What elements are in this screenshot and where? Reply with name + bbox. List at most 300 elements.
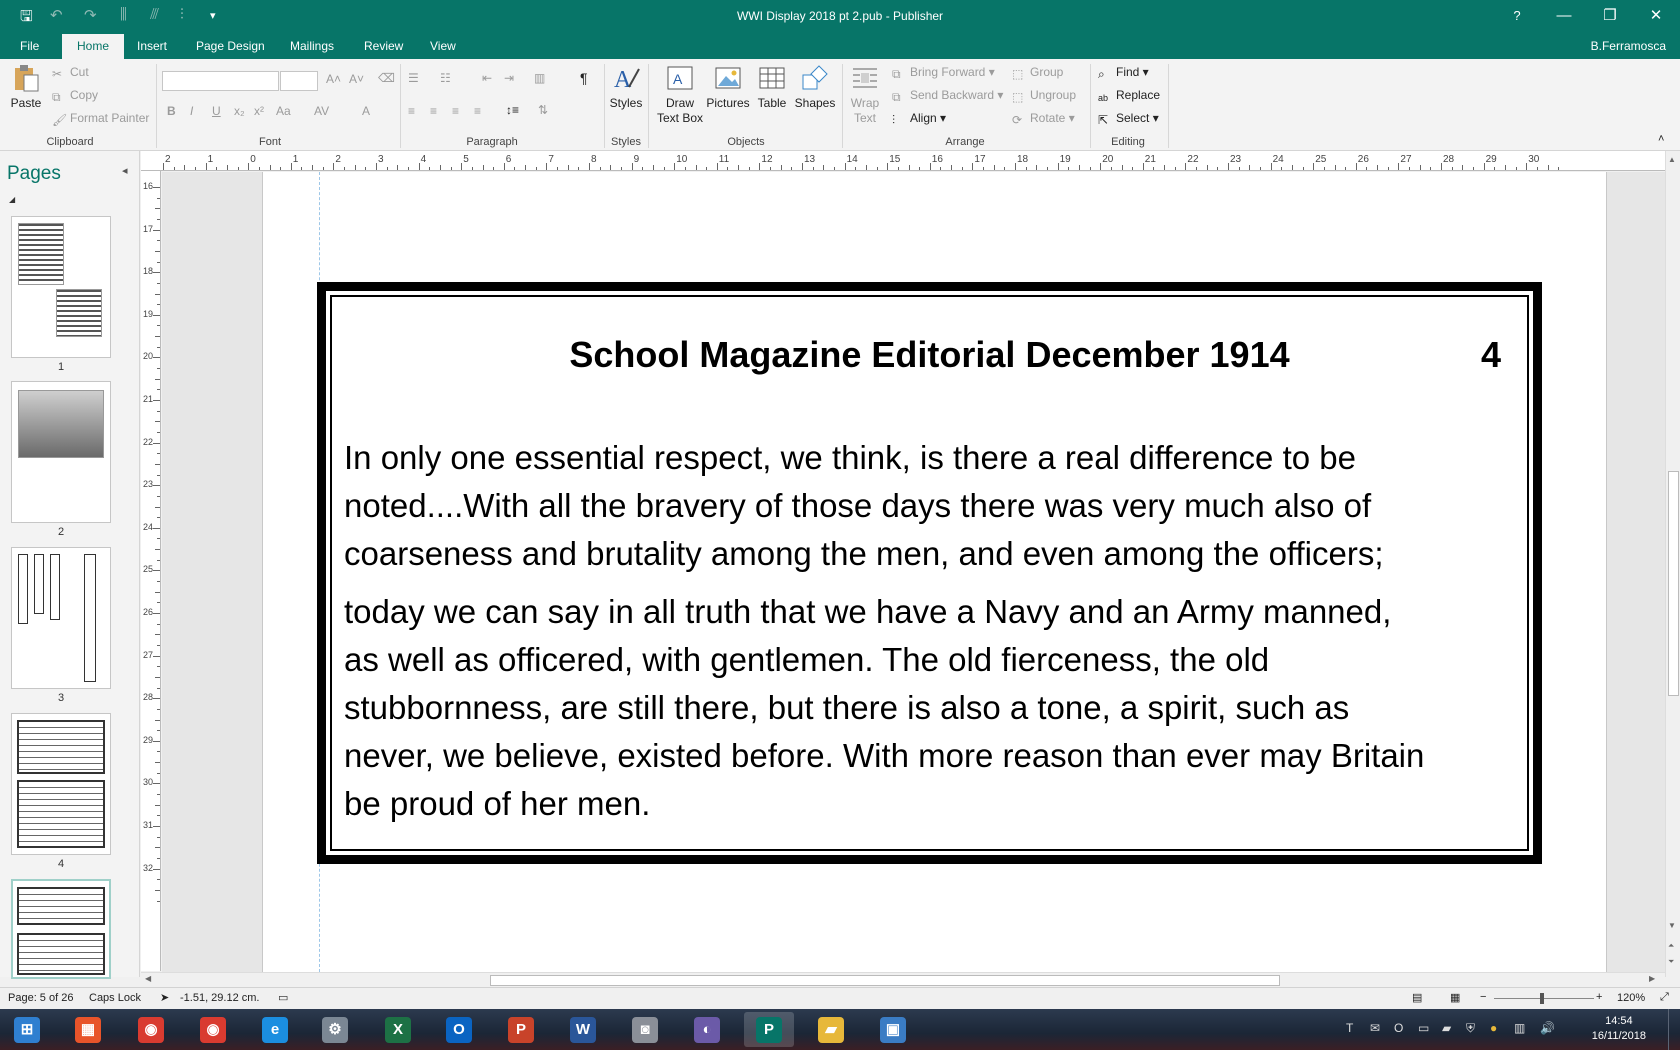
- styles-button[interactable]: [608, 63, 644, 111]
- superscript-button[interactable]: x²: [254, 104, 264, 118]
- svg-text:A: A: [673, 71, 683, 87]
- ruler-tick: [1185, 163, 1186, 170]
- ruler-tick: [1271, 163, 1272, 170]
- paragraph-group-label: Paragraph: [466, 136, 518, 148]
- ruler-tick: [157, 347, 160, 348]
- horizontal-scroll-thumb[interactable]: [490, 975, 1280, 986]
- ruler-tick-label: 27: [1400, 154, 1412, 165]
- format-painter-label: Format Painter: [70, 111, 150, 125]
- scroll-down-icon[interactable]: ▼: [1668, 921, 1676, 930]
- ruler-tick-label: 13: [804, 154, 816, 165]
- pages-pane-title: Pages: [7, 163, 61, 184]
- ruler-tick-label: 7: [548, 154, 554, 165]
- align-icon: ⫶: [892, 113, 896, 127]
- thumbnail-content: [84, 554, 96, 682]
- ruler-tick-label: 19: [1059, 154, 1071, 165]
- customize-toolbar-icon[interactable]: ▾: [210, 10, 216, 22]
- paste-label: Paste: [10, 96, 42, 110]
- text-box-label: Text Box: [656, 111, 704, 125]
- pages-pane: [0, 151, 140, 977]
- ruler-tick: [157, 560, 160, 561]
- ruler-tick: [155, 294, 160, 295]
- desktop-icon: ▣: [880, 1017, 906, 1043]
- two-page-view-icon[interactable]: ▦: [1450, 992, 1461, 1004]
- ruler-tick: [461, 163, 462, 170]
- help-button[interactable]: ?: [1513, 8, 1521, 23]
- show-formatting-button[interactable]: ¶: [580, 70, 588, 86]
- arrange-icon[interactable]: ⫶: [180, 6, 184, 23]
- page-indicator[interactable]: Page: 5 of 26: [8, 992, 74, 1004]
- vertical-scrollbar[interactable]: [1665, 151, 1680, 977]
- ruler-tick: [157, 794, 160, 795]
- tray-shield-icon[interactable]: ⛨: [1466, 1021, 1476, 1035]
- ruler-tick: [1143, 163, 1144, 170]
- ruler-tick: [994, 165, 995, 170]
- page-number-label: 1: [57, 361, 65, 373]
- ruler-tick: [157, 751, 160, 752]
- zoom-in-icon[interactable]: +: [1596, 991, 1603, 1003]
- ungroup-button[interactable]: [1012, 88, 1076, 102]
- taskbar: [0, 1009, 1680, 1050]
- ruler-tick: [153, 656, 160, 657]
- ruler-tick: [157, 517, 160, 518]
- ruler-tick-label: 1: [292, 154, 299, 165]
- tab-review[interactable]: Review: [364, 39, 404, 53]
- ruler-tick-label: 23: [1230, 154, 1242, 165]
- tray-volume-icon[interactable]: 🔊: [1540, 1021, 1555, 1035]
- show-desktop-button[interactable]: [1668, 1009, 1680, 1050]
- wrap-text-button[interactable]: [846, 63, 884, 126]
- zoom-slider-handle[interactable]: [1540, 993, 1544, 1004]
- bring-forward-button[interactable]: ⧉ Bring Forward ▾: [892, 65, 995, 81]
- paragraph-spacing-icon[interactable]: ⇅: [538, 103, 549, 117]
- ruler-tick: [1526, 163, 1527, 170]
- ruler-tick: [216, 167, 217, 170]
- ruler-tick: [157, 240, 160, 241]
- ruler-tick: [1473, 167, 1474, 170]
- ruler-tick: [157, 411, 160, 412]
- ruler-tick: [155, 549, 160, 550]
- tray-mail-icon[interactable]: ✉: [1370, 1021, 1381, 1035]
- group-icon: ⬚: [1012, 67, 1024, 81]
- page-thumbnail-3[interactable]: [11, 547, 111, 689]
- ruler-tick: [696, 165, 697, 170]
- ruler-tick-label: 28: [1443, 154, 1455, 165]
- tray-teams-icon[interactable]: T: [1346, 1021, 1354, 1035]
- taskbar-publisher-button[interactable]: [744, 1012, 794, 1047]
- taskbar-powerpoint-button[interactable]: [496, 1012, 546, 1047]
- ruler-tick: [419, 163, 420, 170]
- scroll-up-icon[interactable]: ▲: [1668, 155, 1676, 164]
- ruler-tick-label: 25: [143, 564, 154, 575]
- ruler-tick: [157, 432, 160, 433]
- tray-folder-icon[interactable]: ▰: [1442, 1021, 1452, 1035]
- ruler-tick: [153, 869, 160, 870]
- shapes-label: Shapes: [794, 96, 836, 110]
- ruler-tick: [157, 538, 160, 539]
- ruler-tick: [157, 666, 160, 667]
- format-painter-button[interactable]: [52, 111, 149, 125]
- ruler-tick-label: 12: [761, 154, 773, 165]
- page-thumbnail-4[interactable]: [11, 713, 111, 855]
- table-button[interactable]: [754, 63, 790, 111]
- ruler-tick: [157, 219, 160, 220]
- subscript-button[interactable]: x₂: [234, 104, 245, 118]
- tab-page-design[interactable]: Page Design: [196, 39, 265, 53]
- previous-page-icon[interactable]: ⏶: [1668, 941, 1675, 950]
- thumbnail-content: [17, 933, 105, 975]
- section-toggle-icon[interactable]: ◢: [9, 195, 16, 204]
- ruler-tick: [157, 475, 160, 476]
- group-label: Group: [1030, 65, 1064, 79]
- ruler-tick: [706, 167, 707, 170]
- ruler-tick: [259, 167, 260, 170]
- ruler-tick-label: 23: [143, 479, 154, 490]
- outlook-icon: O: [446, 1017, 472, 1043]
- ribbon-tabs: [0, 34, 1680, 59]
- ruler-tick: [1260, 167, 1261, 170]
- cursor-position: -1.51, 29.12 cm.: [180, 992, 260, 1004]
- replace-icon: ab: [1098, 93, 1109, 103]
- ruler-tick: [919, 167, 920, 170]
- tray-outlook-icon[interactable]: O: [1394, 1021, 1404, 1035]
- horizontal-ruler[interactable]: [141, 151, 1665, 171]
- shrink-font-button[interactable]: A˅: [349, 72, 365, 86]
- separator: [156, 64, 157, 148]
- separator: [400, 64, 401, 148]
- ruler-tick: [195, 167, 196, 170]
- bold-button[interactable]: B: [167, 104, 176, 118]
- paste-button[interactable]: [8, 63, 44, 111]
- align-objects-icon[interactable]: ⫼: [120, 6, 127, 23]
- ruler-tick-label: 28: [143, 692, 154, 703]
- ruler-tick: [813, 167, 814, 170]
- vertical-scroll-thumb[interactable]: [1668, 471, 1679, 696]
- rotate-button[interactable]: ⟳ Rotate ▾: [1012, 111, 1075, 127]
- thumbnail-content: [17, 720, 105, 774]
- ruler-tick: [1058, 163, 1059, 170]
- ruler-tick: [301, 167, 302, 170]
- font-color-button[interactable]: A: [362, 104, 371, 118]
- ruler-tick-label: 10: [676, 154, 688, 165]
- tray-network-icon[interactable]: ▥: [1514, 1021, 1526, 1035]
- line-spacing-icon[interactable]: ↕≡: [506, 103, 520, 117]
- ruler-tick: [483, 165, 484, 170]
- ruler-tick: [153, 826, 160, 827]
- taskbar-file-explorer-button[interactable]: [806, 1012, 856, 1047]
- ruler-tick: [546, 163, 547, 170]
- arrange-group-label: Arrange: [945, 136, 985, 148]
- ruler-tick-label: 21: [143, 394, 154, 404]
- ruler-tick: [1068, 167, 1069, 170]
- ruler-tick: [157, 773, 160, 774]
- ruler-tick-label: 24: [143, 521, 154, 532]
- taskbar-chrome-1-button[interactable]: [126, 1012, 176, 1047]
- numbering-icon[interactable]: ☷: [440, 71, 451, 85]
- ruler-tick: [174, 167, 175, 170]
- ruler-tick: [589, 163, 590, 170]
- minimize-button[interactable]: —: [1556, 7, 1572, 24]
- ruler-tick: [153, 613, 160, 614]
- ruler-tick: [834, 167, 835, 170]
- zoom-out-icon[interactable]: −: [1480, 991, 1487, 1003]
- ruler-tick: [155, 677, 160, 678]
- paragraph-1[interactable]: [344, 434, 1494, 578]
- apps-grid-icon: ▦: [75, 1017, 101, 1043]
- text-line: today we can say in all truth that we have a Navy and an Army manned,: [344, 593, 1392, 630]
- ruler-tick: [153, 570, 160, 571]
- search-icon: ⌕: [1098, 67, 1105, 81]
- cursor-icon: ⇱: [1098, 113, 1109, 127]
- taskbar-internet-explorer-button[interactable]: [250, 1012, 300, 1047]
- ruler-tick: [155, 464, 160, 465]
- taskbar-start-button[interactable]: [2, 1012, 52, 1047]
- settings-icon: ⚙: [322, 1017, 348, 1043]
- align-button[interactable]: ⫶ Align ▾: [892, 111, 947, 127]
- tab-insert[interactable]: Insert: [137, 39, 168, 53]
- text-line: noted....With all the bravery of those days there was very much also of: [344, 487, 1372, 524]
- page-thumbnail-5[interactable]: [11, 879, 111, 979]
- bring-forward-icon: ⧉: [892, 67, 901, 81]
- page-number[interactable]: 4: [1480, 334, 1501, 375]
- font-size-combo[interactable]: [280, 71, 318, 91]
- horizontal-scrollbar[interactable]: [141, 972, 1665, 987]
- restore-button[interactable]: ❐: [1603, 7, 1617, 24]
- chrome-1-icon: ◉: [138, 1017, 164, 1043]
- ruler-tick: [157, 879, 160, 880]
- zoom-level[interactable]: 120%: [1617, 992, 1646, 1004]
- ruler-tick: [312, 165, 313, 170]
- replace-button[interactable]: [1098, 88, 1160, 105]
- ruler-tick: [578, 167, 579, 170]
- vertical-ruler[interactable]: [141, 171, 161, 971]
- cut-button[interactable]: [52, 65, 89, 79]
- ruler-tick-label: 19: [143, 308, 154, 319]
- change-case-button[interactable]: Aa: [276, 104, 291, 118]
- ruler-tick: [600, 167, 601, 170]
- ruler-tick: [155, 720, 160, 721]
- find-label: Find: [1116, 65, 1140, 79]
- ruler-tick: [759, 163, 760, 170]
- ruler-tick: [153, 528, 160, 529]
- undo-icon[interactable]: ↶: [50, 7, 63, 24]
- cursor-position-icon: ➤: [160, 992, 170, 1004]
- ruler-tick: [866, 165, 867, 170]
- ruler-tick-label: 16: [931, 154, 943, 165]
- single-page-view-icon[interactable]: ▤: [1412, 992, 1423, 1004]
- page-thumbnail-2[interactable]: [11, 381, 111, 523]
- ruler-tick: [157, 858, 160, 859]
- font-name-combo[interactable]: [162, 71, 279, 91]
- grow-font-button[interactable]: A˄: [326, 72, 342, 86]
- ruler-tick: [291, 163, 292, 170]
- ruler-tick: [1303, 167, 1304, 170]
- fit-page-icon[interactable]: ⤢: [1660, 991, 1669, 1003]
- editorial-text-box[interactable]: [317, 282, 1542, 864]
- ruler-tick: [823, 165, 824, 170]
- find-button[interactable]: ⌕ Find ▾: [1098, 65, 1149, 81]
- brush-icon: 🖌: [52, 113, 68, 127]
- ruler-tick-label: 4: [420, 154, 427, 165]
- align-right-icon[interactable]: ≡: [452, 104, 460, 118]
- start-icon: ⊞: [14, 1017, 40, 1043]
- collapse-ribbon-icon[interactable]: ˄: [1658, 133, 1665, 145]
- chrome-2-icon: ◉: [200, 1017, 226, 1043]
- user-name[interactable]: B.Ferramosca: [1590, 39, 1666, 53]
- tab-view[interactable]: View: [430, 39, 456, 53]
- italic-button[interactable]: I: [190, 104, 194, 118]
- ruler-tick: [887, 163, 888, 170]
- ruler-tick: [206, 163, 207, 170]
- ruler-tick-label: 24: [1272, 154, 1284, 165]
- status-bar: [0, 987, 1680, 1009]
- ruler-tick: [568, 165, 569, 170]
- ruler-tick: [1175, 167, 1176, 170]
- ruler-tick-label: 17: [143, 223, 154, 234]
- excel-icon: X: [385, 1017, 411, 1043]
- ruler-tick: [1366, 167, 1367, 170]
- send-backward-button[interactable]: ⧉ Send Backward ▾: [892, 88, 1004, 104]
- tab-mailings[interactable]: Mailings: [290, 39, 335, 53]
- copy-button[interactable]: [52, 88, 98, 102]
- ruler-tick: [1452, 167, 1453, 170]
- ruler-tick: [653, 165, 654, 170]
- object-size-icon: ▭: [278, 992, 289, 1004]
- ruler-tick: [1335, 165, 1336, 170]
- ruler-tick-label: 0: [250, 154, 256, 165]
- pictures-label: Pictures: [706, 96, 750, 110]
- wrap-label: Wrap: [850, 96, 880, 110]
- ruler-tick: [738, 165, 739, 170]
- align-center-icon[interactable]: ≡: [430, 104, 438, 118]
- ruler-tick: [930, 163, 931, 170]
- ruler-tick-label: 29: [143, 734, 154, 745]
- paragraph-2[interactable]: [344, 588, 1494, 828]
- redo-icon[interactable]: ↷: [84, 7, 97, 24]
- align-label: Align: [910, 111, 937, 125]
- taskbar-apps-grid-button[interactable]: [63, 1012, 113, 1047]
- page-thumbnail-1[interactable]: [11, 216, 111, 358]
- distribute-icon[interactable]: ⫻: [150, 6, 159, 23]
- taskbar-excel-button[interactable]: [373, 1012, 423, 1047]
- copy-icon: ⧉: [52, 90, 61, 104]
- text-label: Text: [853, 111, 876, 125]
- increase-indent-icon[interactable]: ⇥: [504, 71, 515, 85]
- internet-explorer-icon: e: [262, 1017, 288, 1043]
- ruler-tick: [845, 163, 846, 170]
- ruler-tick: [155, 507, 160, 508]
- ruler-tick-label: 9: [633, 154, 640, 165]
- character-spacing-button[interactable]: AV: [314, 104, 330, 118]
- editorial-heading[interactable]: School Magazine Editorial December 1914: [569, 334, 1290, 375]
- taskbar-outlook-button[interactable]: [434, 1012, 484, 1047]
- collapse-pane-icon[interactable]: ◂: [122, 165, 128, 177]
- ruler-tick: [685, 167, 686, 170]
- group-button[interactable]: [1012, 65, 1063, 79]
- thumbnail-content: [56, 289, 102, 337]
- taskbar-settings-button[interactable]: [310, 1012, 360, 1047]
- scroll-right-icon[interactable]: ▶: [1649, 974, 1656, 983]
- tray-display-icon[interactable]: ▭: [1418, 1021, 1430, 1035]
- ruler-tick-label: 31: [143, 820, 154, 830]
- ruler-tick: [1409, 167, 1410, 170]
- close-button[interactable]: ✕: [1649, 7, 1663, 24]
- save-icon[interactable]: 🖫: [20, 8, 33, 25]
- taskbar-chrome-2-button[interactable]: [188, 1012, 238, 1047]
- ruler-tick: [1516, 167, 1517, 170]
- separator: [842, 64, 843, 148]
- ruler-tick: [1249, 165, 1250, 170]
- align-left-icon[interactable]: ≡: [408, 104, 416, 118]
- ruler-tick: [1537, 167, 1538, 170]
- ruler-tick: [155, 421, 160, 422]
- ruler-tick: [557, 167, 558, 170]
- ruler-tick: [429, 167, 430, 170]
- tray-update-icon[interactable]: ●: [1490, 1021, 1498, 1035]
- ruler-tick-label: 16: [143, 181, 154, 191]
- taskbar-word-button[interactable]: [558, 1012, 608, 1047]
- tab-file[interactable]: File: [20, 39, 40, 53]
- ruler-tick: [1345, 167, 1346, 170]
- ruler-tick: [1026, 167, 1027, 170]
- ruler-tick-label: 14: [846, 154, 858, 165]
- scroll-left-icon[interactable]: ◀: [145, 974, 152, 983]
- ruler-tick: [1004, 167, 1005, 170]
- ruler-tick: [1505, 165, 1506, 170]
- ruler-tick: [155, 592, 160, 593]
- taskbar-desktop-button[interactable]: [868, 1012, 918, 1047]
- justify-icon[interactable]: ≡: [474, 104, 482, 118]
- clear-formatting-icon[interactable]: ⌫: [378, 71, 395, 85]
- ruler-tick: [1036, 165, 1037, 170]
- draw-text-box-button[interactable]: [654, 63, 706, 126]
- ruler-tick: [983, 167, 984, 170]
- ruler-tick-label: 18: [143, 266, 154, 277]
- zoom-slider[interactable]: [1494, 998, 1594, 999]
- publisher-icon: P: [756, 1017, 782, 1043]
- bullets-icon[interactable]: ☰: [408, 71, 419, 85]
- taskbar-media-button[interactable]: [682, 1012, 732, 1047]
- select-button[interactable]: ⇱ Select ▾: [1098, 111, 1159, 127]
- ruler-tick: [536, 167, 537, 170]
- ruler-tick: [157, 624, 160, 625]
- ruler-tick: [610, 165, 611, 170]
- ruler-tick: [1292, 165, 1293, 170]
- ruler-tick: [1441, 163, 1442, 170]
- ruler-tick: [451, 167, 452, 170]
- ruler-tick: [1047, 167, 1048, 170]
- shapes-button[interactable]: [794, 63, 836, 111]
- ruler-tick-label: 2: [335, 154, 341, 165]
- next-page-icon[interactable]: ⏷: [1668, 957, 1675, 966]
- ruler-tick: [153, 783, 160, 784]
- columns-icon[interactable]: ▥: [534, 71, 546, 85]
- ruler-tick: [355, 165, 356, 170]
- tab-home[interactable]: Home: [62, 34, 124, 59]
- taskbar-camera-button[interactable]: [620, 1012, 670, 1047]
- text-line: never, we believe, existed before. With more reason than ever may Britain: [344, 737, 1425, 774]
- pictures-button[interactable]: [706, 63, 750, 111]
- decrease-indent-icon[interactable]: ⇤: [482, 71, 493, 85]
- ruler-tick: [909, 165, 910, 170]
- underline-button[interactable]: U: [212, 104, 221, 118]
- window-title: WWI Display 2018 pt 2.pub - Publisher: [736, 9, 944, 23]
- ruler-tick: [1239, 167, 1240, 170]
- clock[interactable]: [1592, 1014, 1646, 1044]
- ruler-tick-label: 27: [143, 649, 154, 660]
- ruler-tick: [184, 165, 185, 170]
- ruler-tick: [157, 688, 160, 689]
